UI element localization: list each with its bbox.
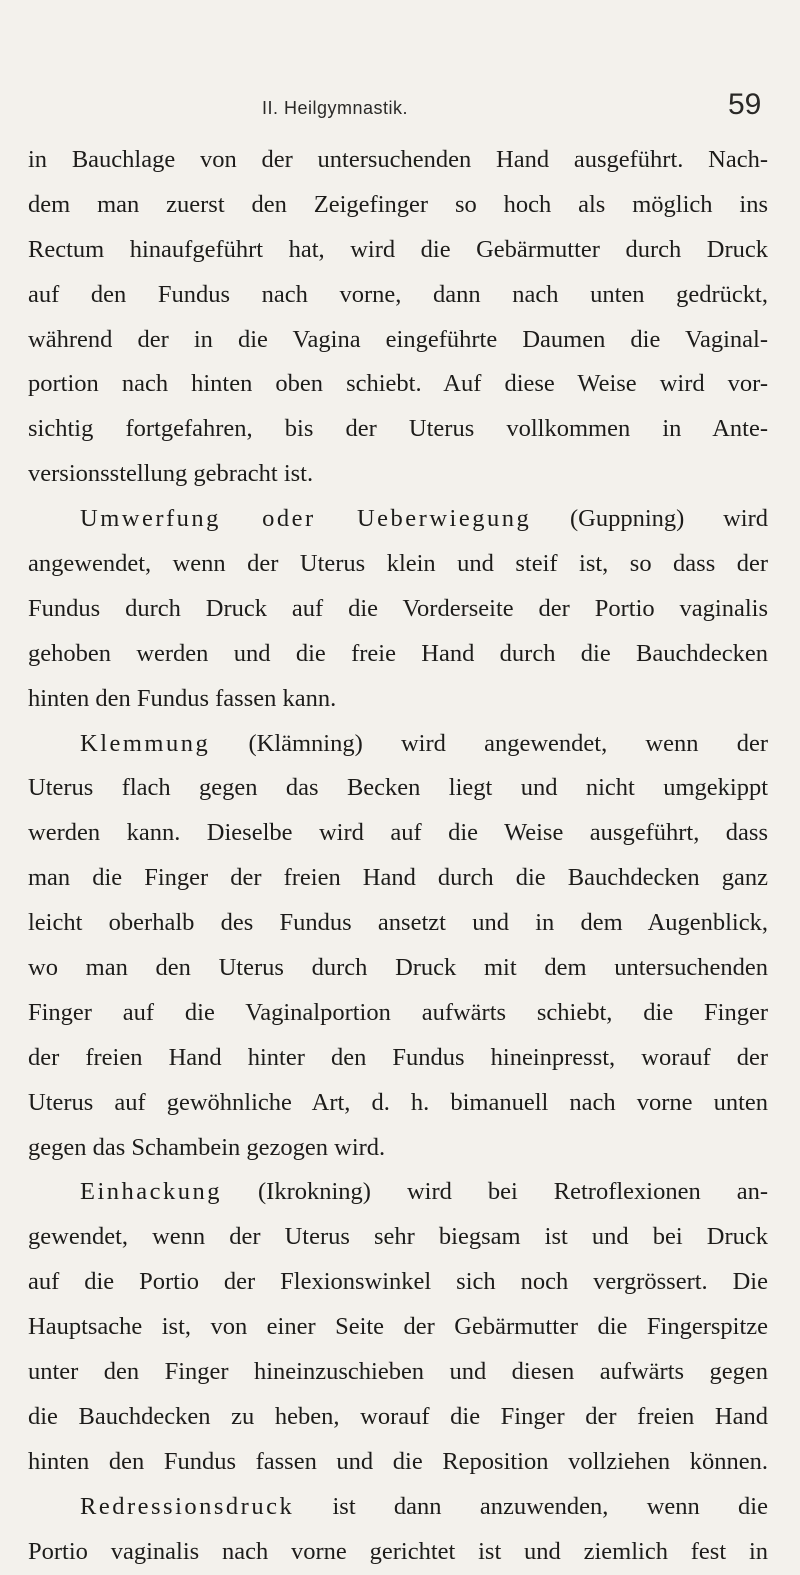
text-line <box>28 318 768 363</box>
text-line <box>28 1170 768 1215</box>
text-segment: hinten den Fundus fassen und die Reposition vollziehen können. <box>28 1447 768 1475</box>
text-line <box>28 722 768 767</box>
text-segment: der freien Hand hinter den Fundus hineinpresst, worauf der <box>28 1043 768 1071</box>
spaced-term: Klemmung <box>80 729 211 757</box>
text-line <box>28 811 768 856</box>
page-header <box>0 88 800 128</box>
spaced-term: Redressionsdruck <box>80 1492 295 1520</box>
text-line <box>28 362 768 407</box>
text-line <box>28 542 768 587</box>
text-line <box>28 407 768 452</box>
text-line <box>28 1530 768 1575</box>
text-segment: ist dann anzuwenden, wenn die <box>294 1492 768 1520</box>
text-segment: Fundus durch Druck auf die Vorderseite der Portio vaginalis <box>28 594 768 622</box>
text-segment: Uterus auf gewöhnliche Art, d. h. bimanuell nach vorne unten <box>28 1088 768 1116</box>
text-segment: angewendet, wenn der Uterus klein und steif ist, so dass der <box>28 550 768 578</box>
text-segment: Finger auf die Vaginalportion aufwärts schiebt, die Finger <box>28 998 768 1026</box>
text-line <box>28 1395 768 1440</box>
text-line <box>28 1081 768 1126</box>
text-line <box>28 766 768 811</box>
spaced-term: Umwerfung oder Ueberwiegung <box>80 505 532 533</box>
text-line <box>28 1260 768 1305</box>
text-line <box>28 1215 768 1260</box>
spaced-term: Einhackung <box>80 1178 223 1206</box>
text-line <box>28 1485 768 1530</box>
text-segment: portion nach hinten oben schiebt. Auf diese Weise wird vor- <box>28 370 768 398</box>
text-line <box>28 856 768 901</box>
text-line <box>28 497 768 542</box>
text-line <box>28 183 768 228</box>
text-line <box>28 1440 768 1485</box>
page-number: 59 <box>728 88 762 121</box>
text-line <box>28 587 768 632</box>
text-segment: man die Finger der freien Hand durch die Bauchdecken ganz <box>28 864 768 892</box>
text-line <box>28 677 768 722</box>
text-segment: (Klämning) wird angewendet, wenn der <box>210 729 768 757</box>
text-line <box>28 138 768 183</box>
text-segment: sichtig fortgefahren, bis der Uterus vollkommen in Ante- <box>28 415 768 443</box>
text-line <box>28 452 768 497</box>
text-line <box>28 632 768 677</box>
text-segment: werden kann. Dieselbe wird auf die Weise ausgeführt, dass <box>28 819 768 847</box>
text-segment: hinten den Fundus fassen kann. <box>28 684 337 712</box>
text-line <box>28 273 768 318</box>
text-segment: während der in die Vagina eingeführte Daumen die Vaginal- <box>28 325 768 353</box>
text-line <box>28 1305 768 1350</box>
text-line <box>28 946 768 991</box>
text-line <box>28 1126 768 1171</box>
text-line <box>28 228 768 273</box>
text-segment: unter den Finger hineinzuschieben und diesen aufwärts gegen <box>28 1358 768 1386</box>
text-line <box>28 901 768 946</box>
text-line <box>28 1036 768 1081</box>
text-line <box>28 991 768 1036</box>
text-segment: Rectum hinaufgeführt hat, wird die Gebärmutter durch Druck <box>28 235 768 263</box>
body-text <box>28 138 768 1575</box>
text-segment: (Ikrokning) wird bei Retroflexionen an- <box>222 1178 768 1206</box>
text-segment: wo man den Uterus durch Druck mit dem untersuchenden <box>28 954 768 982</box>
text-line <box>28 1350 768 1395</box>
text-segment: Hauptsache ist, von einer Seite der Gebärmutter die Fingerspitze <box>28 1313 768 1341</box>
text-segment: Uterus flach gegen das Becken liegt und nicht umgekippt <box>28 774 768 802</box>
text-segment: gehoben werden und die freie Hand durch die Bauchdecken <box>28 639 768 667</box>
text-segment: leicht oberhalb des Fundus ansetzt und in dem Augenblick, <box>28 909 768 937</box>
text-segment: gewendet, wenn der Uterus sehr biegsam ist und bei Druck <box>28 1223 768 1251</box>
text-segment: die Bauchdecken zu heben, worauf die Finger der freien Hand <box>28 1402 768 1430</box>
text-segment: Portio vaginalis nach vorne gerichtet ist und ziemlich fest in <box>28 1537 768 1565</box>
text-segment: in Bauchlage von der untersuchenden Hand ausgeführt. Nach- <box>28 146 768 173</box>
text-segment: auf die Portio der Flexionswinkel sich noch vergrössert. Die <box>28 1268 768 1296</box>
running-head: II. Heilgymnastik. <box>262 98 409 118</box>
text-segment: versionsstellung gebracht ist. <box>28 460 314 488</box>
text-segment: (Guppning) wird <box>531 505 768 533</box>
text-segment: auf den Fundus nach vorne, dann nach unten gedrückt, <box>28 280 768 308</box>
text-segment: gegen das Schambein gezogen wird. <box>28 1133 386 1161</box>
text-segment: dem man zuerst den Zeigefinger so hoch als möglich ins <box>28 190 768 218</box>
